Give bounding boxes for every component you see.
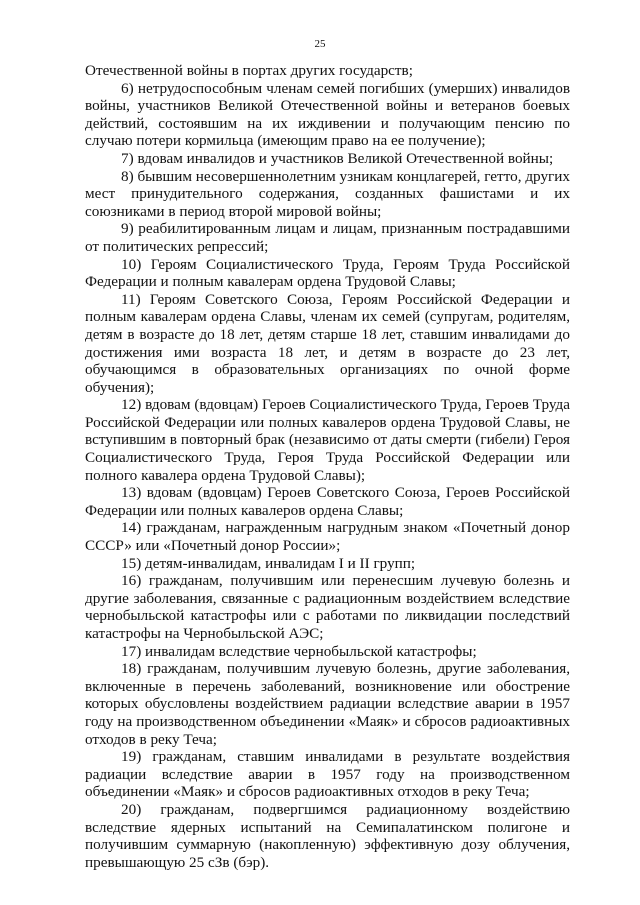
paragraph-continuation: Отечественной войны в портах других государств;	[85, 62, 413, 79]
list-item-14: 14) гражданам, награжденным нагрудным знаком «Почетный донор СССР» или «Почетный донор России»;	[85, 519, 570, 555]
list-item-19: 19) гражданам, ставшим инвалидами в результате воздействия радиации вследствие аварии в 1957 году на производственном объединении «Маяк» и сбросов радиоактивных отходов в реку Теча;	[85, 748, 570, 801]
list-item-20: 20) гражданам, подвергшимся радиационному воздействию вследствие ядерных испытаний на Семипалатинском полигоне и получившим суммарную (накопленную) эффективную дозу облучения, превышающую 25 сЗв (бэр).	[85, 800, 570, 871]
list-item-15: 15) детям-инвалидам, инвалидам I и II групп;	[121, 554, 416, 572]
list-item-11: 11) Героям Советского Союза, Героям Российской Федерации и полным кавалерам ордена Славы, членам их семей (супругам, родителям, детям в возрасте до 18 лет, детям старше 18 лет, ставшим инвалидами до достижения ими возраста 18 лет, и детям в возрасте до 23 лет, обучающимся в образовательных организациях по очной форме обучения);	[85, 290, 570, 396]
list-item-7: 7) вдовам инвалидов и участников Великой Отечественной войны;	[121, 149, 554, 167]
page-number: 25	[314, 38, 326, 50]
list-item-8: 8) бывшим несовершеннолетним узникам концлагерей, гетто, других мест принудительного содержания, созданных фашистами и их союзниками в период второй мировой войны;	[85, 167, 570, 220]
list-item-10: 10) Героям Социалистического Труда, Героям Труда Российской Федерации и полным кавалерам ордена Трудовой Славы;	[85, 255, 570, 291]
list-item-9: 9) реабилитированным лицам и лицам, признанным пострадавшими от политических репрессий;	[85, 220, 570, 255]
list-item-18: 18) гражданам, получившим лучевую болезнь, другие заболевания, включенные в перечень заболеваний, возникновение или обострение которых обусловлены воздействием радиации вследствие аварии в 1957 году на производственном объединении «Маяк» и сбросов радиоактивных отходов в реку Теча;	[85, 660, 570, 748]
list-item-16: 16) гражданам, получившим или перенесшим лучевую болезнь и другие заболевания, связанные с радиационным воздействием вследствие чернобыльской катастрофы или с работами по ликвидации последствий катастрофы на Чернобыльской АЭС;	[85, 572, 570, 642]
list-item-13: 13) вдовам (вдовцам) Героев Советского Союза, Героев Российской Федерации или полных кавалеров ордена Славы;	[85, 484, 570, 519]
list-item-17: 17) инвалидам вследствие чернобыльской катастрофы;	[121, 642, 477, 660]
document-body	[85, 62, 570, 871]
list-item-6: 6) нетрудоспособным членам семей погибших (умерших) инвалидов войны, участников Великой Отечественной войны и ветеранов боевых действий, состоявшим на их иждивении и получающим пенсию по случаю потери кормильца (имеющим право на ее получение);	[85, 79, 570, 150]
list-item-12: 12) вдовам (вдовцам) Героев Социалистического Труда, Героев Труда Российской Федерации или полных кавалеров ордена Трудовой Славы, не вступившим в повторный брак (независимо от даты смерти (гибели) Героя Социалистического Труда, Героя Труда Российской Федерации или полного кавалера ордена Трудовой Славы);	[85, 396, 570, 484]
